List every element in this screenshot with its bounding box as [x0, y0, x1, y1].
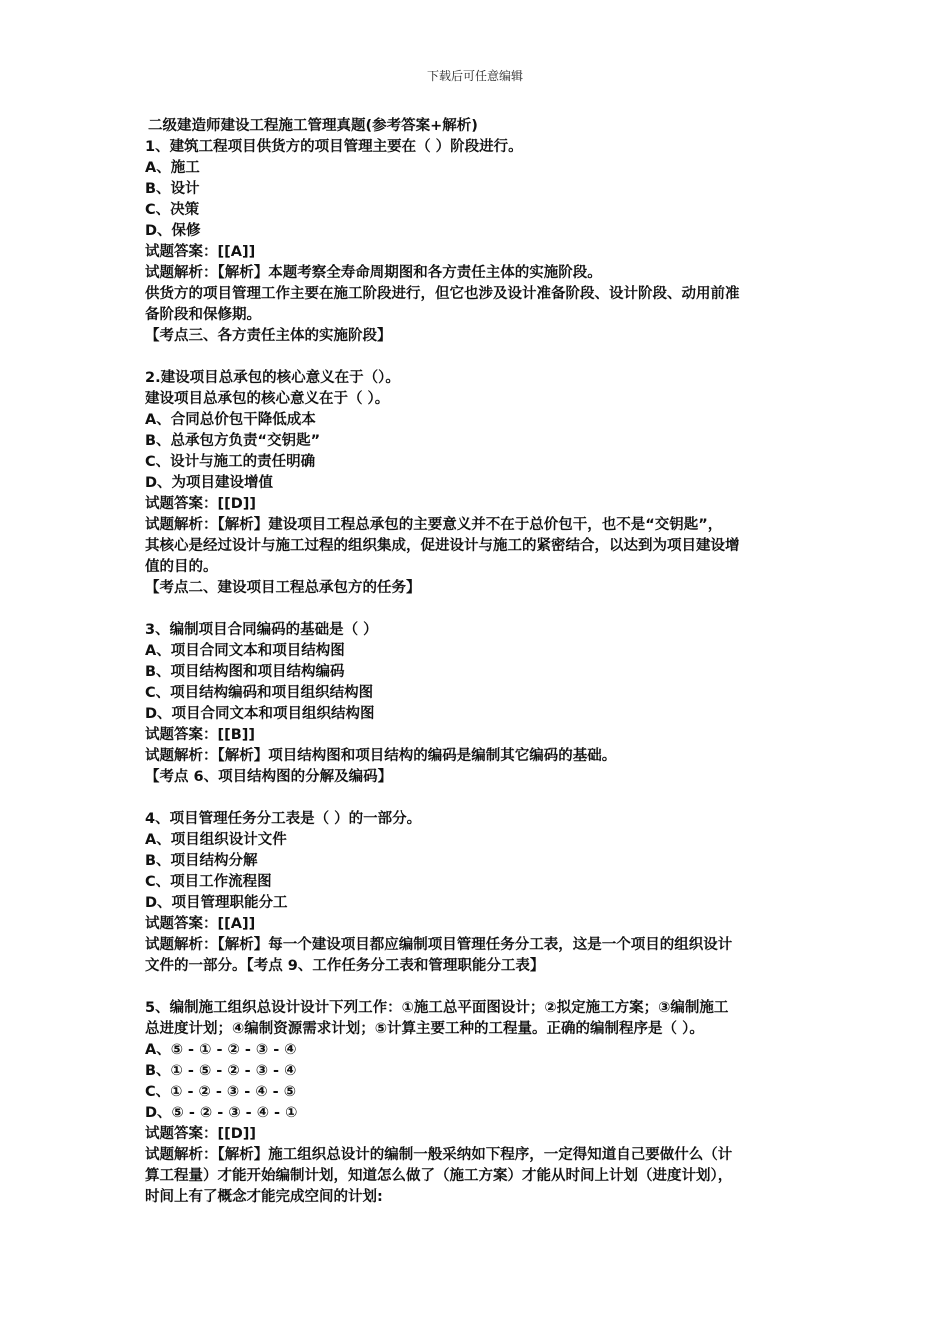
option-b: B、① - ⑤ - ② - ③ - ④ [145, 1063, 297, 1079]
answer-line: 试题答案：[[A]] [145, 916, 256, 932]
option-b: B、总承包方负责“交钥匙” [145, 433, 321, 449]
answer-line: 试题答案：[[A]] [145, 244, 256, 260]
spacer [145, 788, 810, 809]
option-a: A、项目组织设计文件 [145, 832, 287, 848]
page-header: 下载后可任意编辑 [426, 69, 523, 83]
analysis-line: 算工程量）才能开始编制计划，知道怎么做了（施工方案）才能从时间上计划（进度计划）， [145, 1168, 733, 1184]
option-a: A、合同总价包干降低成本 [145, 412, 316, 428]
analysis-line: 备阶段和保修期。 [145, 307, 261, 323]
question-stem: 5、编制施工组织总设计设计下列工作：①施工总平面图设计；②拟定施工方案；③编制施工 [145, 1000, 729, 1016]
question-stem: 总进度计划；④编制资源需求计划；⑤计算主要工种的工程量。正确的编制程序是（ ）。 [145, 1021, 704, 1037]
analysis-line: 试题解析：【解析】项目结构图和项目结构的编码是编制其它编码的基础。 [145, 748, 617, 764]
option-b: B、项目结构分解 [145, 853, 258, 869]
option-d: D、为项目建设增值 [145, 475, 274, 491]
option-a: A、项目合同文本和项目结构图 [145, 643, 345, 659]
question-3 [145, 620, 810, 788]
option-d: D、项目管理职能分工 [145, 895, 288, 911]
option-d: D、保修 [145, 223, 201, 239]
option-c: C、① - ② - ③ - ④ - ⑤ [145, 1084, 296, 1100]
analysis-line: 试题解析：【解析】每一个建设项目都应编制项目管理任务分工表，这是一个项目的组织设计 [145, 937, 733, 953]
analysis-line: 时间上有了概念才能完成空间的计划: [145, 1189, 383, 1205]
document-title: 二级建造师建设工程施工管理真题(参考答案+解析) [148, 118, 478, 134]
analysis-line: 其核心是经过设计与施工过程的组织集成，促进设计与施工的紧密结合，以达到为项目建设增 [145, 538, 740, 554]
option-d: D、⑤ - ② - ③ - ④ - ① [145, 1105, 298, 1121]
analysis-line: 文件的一部分。【考点 9、工作任务分工表和管理职能分工表】 [145, 958, 545, 974]
question-stem: 2.建设项目总承包的核心意义在于（）。 [145, 370, 400, 386]
option-c: C、决策 [145, 202, 200, 218]
analysis-line: 供货方的项目管理工作主要在施工阶段进行，但它也涉及设计准备阶段、设计阶段、动用前准 [145, 286, 740, 302]
option-a: A、⑤ - ① - ② - ③ - ④ [145, 1042, 297, 1058]
question-2 [145, 368, 810, 599]
question-1 [145, 137, 810, 347]
question-4 [145, 809, 810, 977]
spacer [145, 347, 810, 368]
option-c: C、项目结构编码和项目组织结构图 [145, 685, 374, 701]
analysis-line: 【考点三、各方责任主体的实施阶段】 [145, 328, 392, 344]
analysis-line: 试题解析：【解析】本题考察全寿命周期图和各方责任主体的实施阶段。 [145, 265, 602, 281]
question-5 [145, 998, 810, 1208]
option-c: C、设计与施工的责任明确 [145, 454, 316, 470]
question-stem: 1、建筑工程项目供货方的项目管理主要在（ ）阶段进行。 [145, 139, 523, 155]
option-d: D、项目合同文本和项目组织结构图 [145, 706, 375, 722]
spacer [145, 599, 810, 620]
analysis-line: 【考点 6、项目结构图的分解及编码】 [145, 769, 393, 785]
option-a: A、施工 [145, 160, 200, 176]
analysis-line: 试题解析：【解析】施工组织总设计的编制一般采纳如下程序，一定得知道自己要做什么（计 [145, 1147, 733, 1163]
analysis-line: 试题解析：【解析】建设项目工程总承包的主要意义并不在于总价包干，也不是“交钥匙”， [145, 517, 723, 533]
answer-line: 试题答案：[[D]] [145, 496, 257, 512]
option-b: B、项目结构图和项目结构编码 [145, 664, 345, 680]
spacer [145, 977, 810, 998]
question-stem: 3、编制项目合同编码的基础是（ ） [145, 622, 378, 638]
answer-line: 试题答案：[[B]] [145, 727, 256, 743]
analysis-line: 【考点二、建设项目工程总承包方的任务】 [145, 580, 421, 596]
document-body [145, 116, 810, 1208]
question-stem: 4、项目管理任务分工表是（ ）的一部分。 [145, 811, 422, 827]
analysis-line: 值的目的。 [145, 559, 218, 575]
option-c: C、项目工作流程图 [145, 874, 272, 890]
answer-line: 试题答案：[[D]] [145, 1126, 257, 1142]
option-b: B、设计 [145, 181, 200, 197]
question-stem: 建设项目总承包的核心意义在于（ ）。 [145, 391, 390, 407]
